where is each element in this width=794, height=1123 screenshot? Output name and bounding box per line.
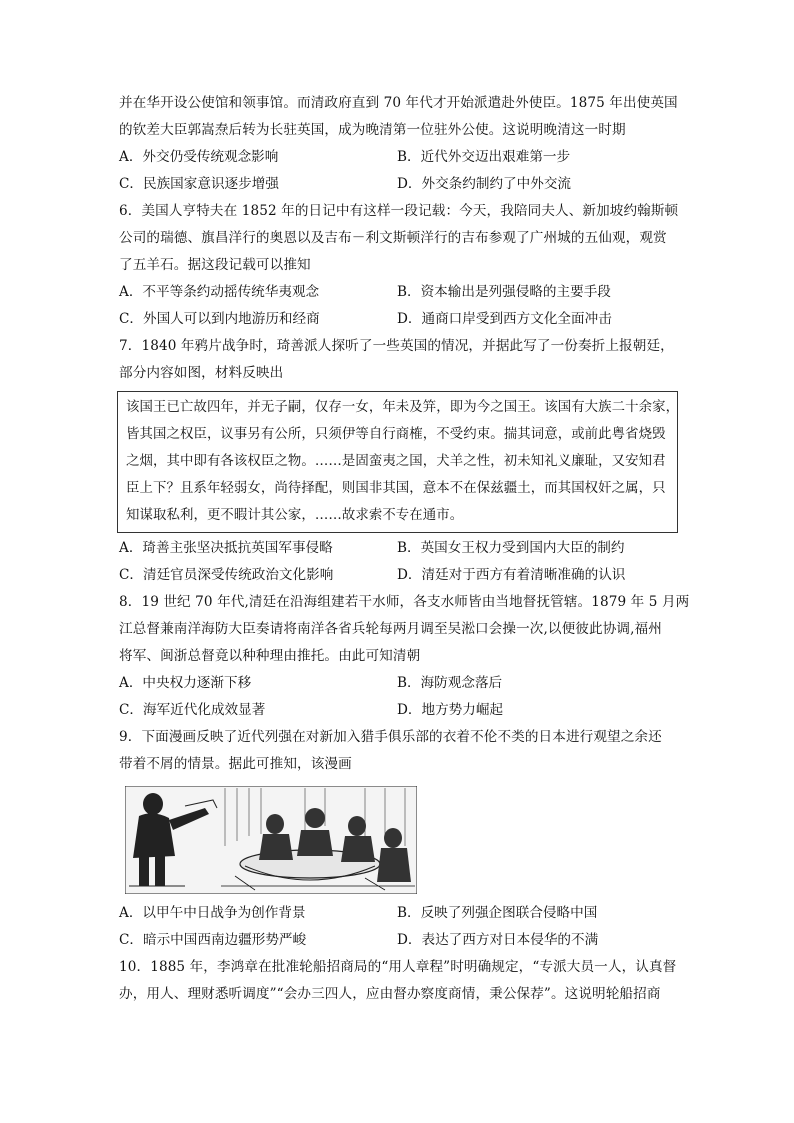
question-stem-line: 带着不屑的情景。据此可推知，该漫画	[119, 756, 352, 772]
option-a: A．中央权力逐渐下移	[119, 675, 252, 691]
question-stem-line: 8．19 世纪 70 年代,清廷在沿海组建若干水师，各支水师皆由当地督抚管辖。1879 年 5 月两	[119, 594, 690, 610]
option-a: A．琦善主张坚决抵抗英国军事侵略	[119, 540, 333, 556]
option-c: C．外国人可以到内地游历和经商	[119, 311, 320, 327]
question-stem-line: 江总督兼南洋海防大臣奏请将南洋各省兵轮每两月调至吴淞口会操一次,以便彼此协调,福州	[119, 621, 662, 637]
option-a: A．外交仍受传统观念影响	[119, 149, 279, 165]
options-row	[119, 670, 675, 697]
option-d: D．清廷对于西方有着清晰准确的认识	[397, 567, 626, 583]
options-row	[119, 279, 675, 306]
options-row	[119, 144, 675, 171]
question-stem-line: 10．1885 年，李鸿章在批准轮船招商局的“用人章程”时明确规定，“专派大员一人，认真督	[119, 959, 677, 975]
option-a: A．以甲午中日战争为创作背景	[119, 905, 306, 921]
question-stem-line: 部分内容如图，材料反映出	[119, 365, 284, 381]
quote-line: 知谋取私利，更不暇计其公家，……故求索不专在通市。	[126, 508, 464, 523]
question-8	[119, 589, 690, 724]
option-b: B．英国女王权力受到国内大臣的制约	[397, 540, 625, 556]
option-d: D．通商口岸受到西方文化全面冲击	[397, 311, 612, 327]
option-b: B．资本输出是列强侵略的主要手段	[397, 284, 611, 300]
question-stem-line: 的钦差大臣郭嵩焘后转为长驻英国，成为晚清第一位驻外公使。这说明晚清这一时期	[119, 122, 626, 138]
option-d: D．外交条约制约了中外交流	[397, 176, 572, 192]
quote-line: 皆其国之权臣，议事另有公所，只须伊等自行商榷，不受约束。揣其词意，或前此粤省烧毁	[126, 427, 666, 442]
option-c: C．暗示中国西南边疆形势严峻	[119, 932, 307, 948]
options-row	[119, 900, 675, 927]
options-row	[119, 306, 675, 333]
options-row	[119, 562, 675, 589]
option-b: B．海防观念落后	[397, 675, 503, 691]
question-stem-line: 办，用人、理财悉听调度”“会办三四人，应由督办察度商情，秉公保荐”。这说明轮船招商	[119, 986, 661, 1002]
political-cartoon-image	[125, 786, 417, 894]
option-c: C．清廷官员深受传统政治文化影响	[119, 567, 334, 583]
option-b: B．反映了列强企图联合侵略中国	[397, 905, 598, 921]
question-stem-line: 9．下面漫画反映了近代列强在对新加入猎手俱乐部的衣着不伦不类的日本进行观望之余还	[119, 729, 662, 745]
question-stem-line: 公司的瑞德、旗昌洋行的奥恩以及吉布－利文斯顿洋行的吉布参观了广州城的五仙观，观赏	[119, 230, 667, 246]
options-row	[119, 927, 675, 954]
quote-line: 该国王已亡故四年，并无子嗣，仅存一女，年未及笄，即为今之国王。该国有大族二十余家，	[126, 400, 680, 415]
option-b: B．近代外交迈出艰难第一步	[397, 149, 571, 165]
question-stem-line: 将军、闽浙总督竟以种种理由推托。由此可知清朝	[119, 648, 421, 664]
options-row	[119, 171, 675, 198]
option-d: D．地方势力崛起	[397, 702, 504, 718]
option-c: C．民族国家意识逐步增强	[119, 176, 279, 192]
quote-line: 之烟，其中即有各该权臣之物。……是固蛮夷之国，犬羊之性，初未知礼义廉耻，又安知君	[126, 454, 666, 469]
question-stem-line: 了五羊石。据这段记载可以推知	[119, 257, 311, 273]
question-10	[119, 954, 675, 1008]
options-row	[119, 697, 675, 724]
question-5	[119, 90, 678, 198]
question-7	[119, 333, 680, 589]
quote-line: 臣上下？且系年轻弱女，尚待择配，则国非其国，意本不在保兹疆土，而其国权奸之属，只	[126, 481, 666, 496]
question-9	[119, 724, 675, 954]
option-d: D．表达了西方对日本侵华的不满	[397, 932, 599, 948]
option-a: A．不平等条约动摇传统华夷观念	[119, 284, 320, 300]
source-quote-box	[117, 391, 678, 533]
option-c: C．海军近代化成效显著	[119, 702, 266, 718]
question-stem-line: 7．1840 年鸦片战争时，琦善派人探听了一些英国的情况，并据此写了一份奏折上报朝廷，	[119, 338, 674, 354]
exam-page	[119, 90, 690, 1008]
options-row	[119, 535, 675, 562]
question-stem-line: 6．美国人亨特夫在 1852 年的日记中有这样一段记载：今天，我陪同夫人、新加坡约翰斯顿	[119, 203, 679, 219]
question-6	[119, 198, 679, 333]
question-stem-line: 并在华开设公使馆和领事馆。而清政府直到 70 年代才开始派遣赴外使臣。1875 年出使英国	[119, 95, 678, 111]
